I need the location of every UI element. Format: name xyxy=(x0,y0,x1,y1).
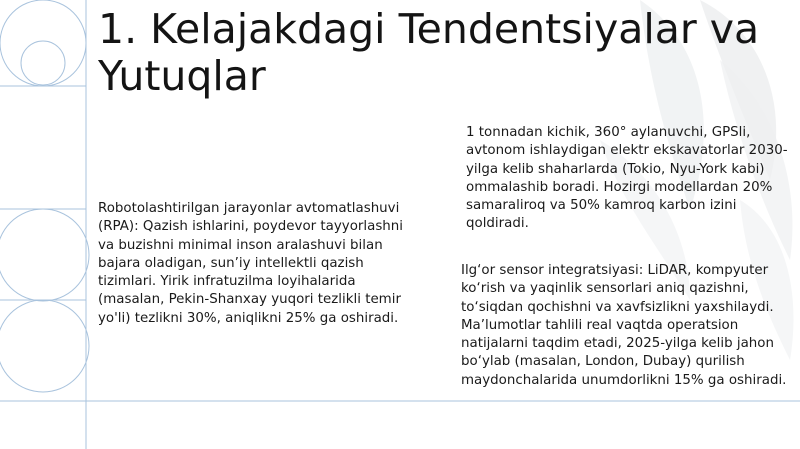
circle-decoration-top xyxy=(0,0,86,86)
rpa-paragraph: Robotolashtirilgan jarayonlar avtomatlashuvi (RPA): Qazish ishlarini, poydevor tayyorlashni va buzishni minimal inson aralashuvi bilan bajara oladigan, sun’iy intellektli qazish tizimlari. Yirik infratuzilma loyihalarida (masalan, Pekin-Shanxay yuqori tezlikli temir yo'li) tezlikni 30%, aniqlikni 25% ga oshiradi. xyxy=(98,201,404,326)
electric-excavator-paragraph: 1 tonnadan kichik, 360° aylanuvchi, GPSli, avtonom ishlaydigan elektr ekskavatorlar 2030-yilga kelib shaharlarda (Tokio, Nyu-York kabi) ommalashib boradi. Hozirgi modellardan 20% samaraliroq va 50% kamroq karbon izini qoldiradi. xyxy=(466,125,788,232)
slide-title: 1. Kelajakdagi Tendentsiyalar va Yutuqlar xyxy=(98,5,760,100)
sensor-integration-paragraph: Ilg‘or sensor integratsiyasi: LiDAR, kompyuter ko‘rish va yaqinlik sensorlari aniq qazishni, to‘siqdan qochishni va xavfsizlikni yaxshilaydi. Ma’lumotlar tahlili real vaqtda operatsion natijalarni taqdim etadi, 2025-yilga kelib jahon bo‘ylab (masalan, London, Dubay) qurilish maydonchalarida unumdorlikni 15% ga oshiradi. xyxy=(461,263,787,388)
